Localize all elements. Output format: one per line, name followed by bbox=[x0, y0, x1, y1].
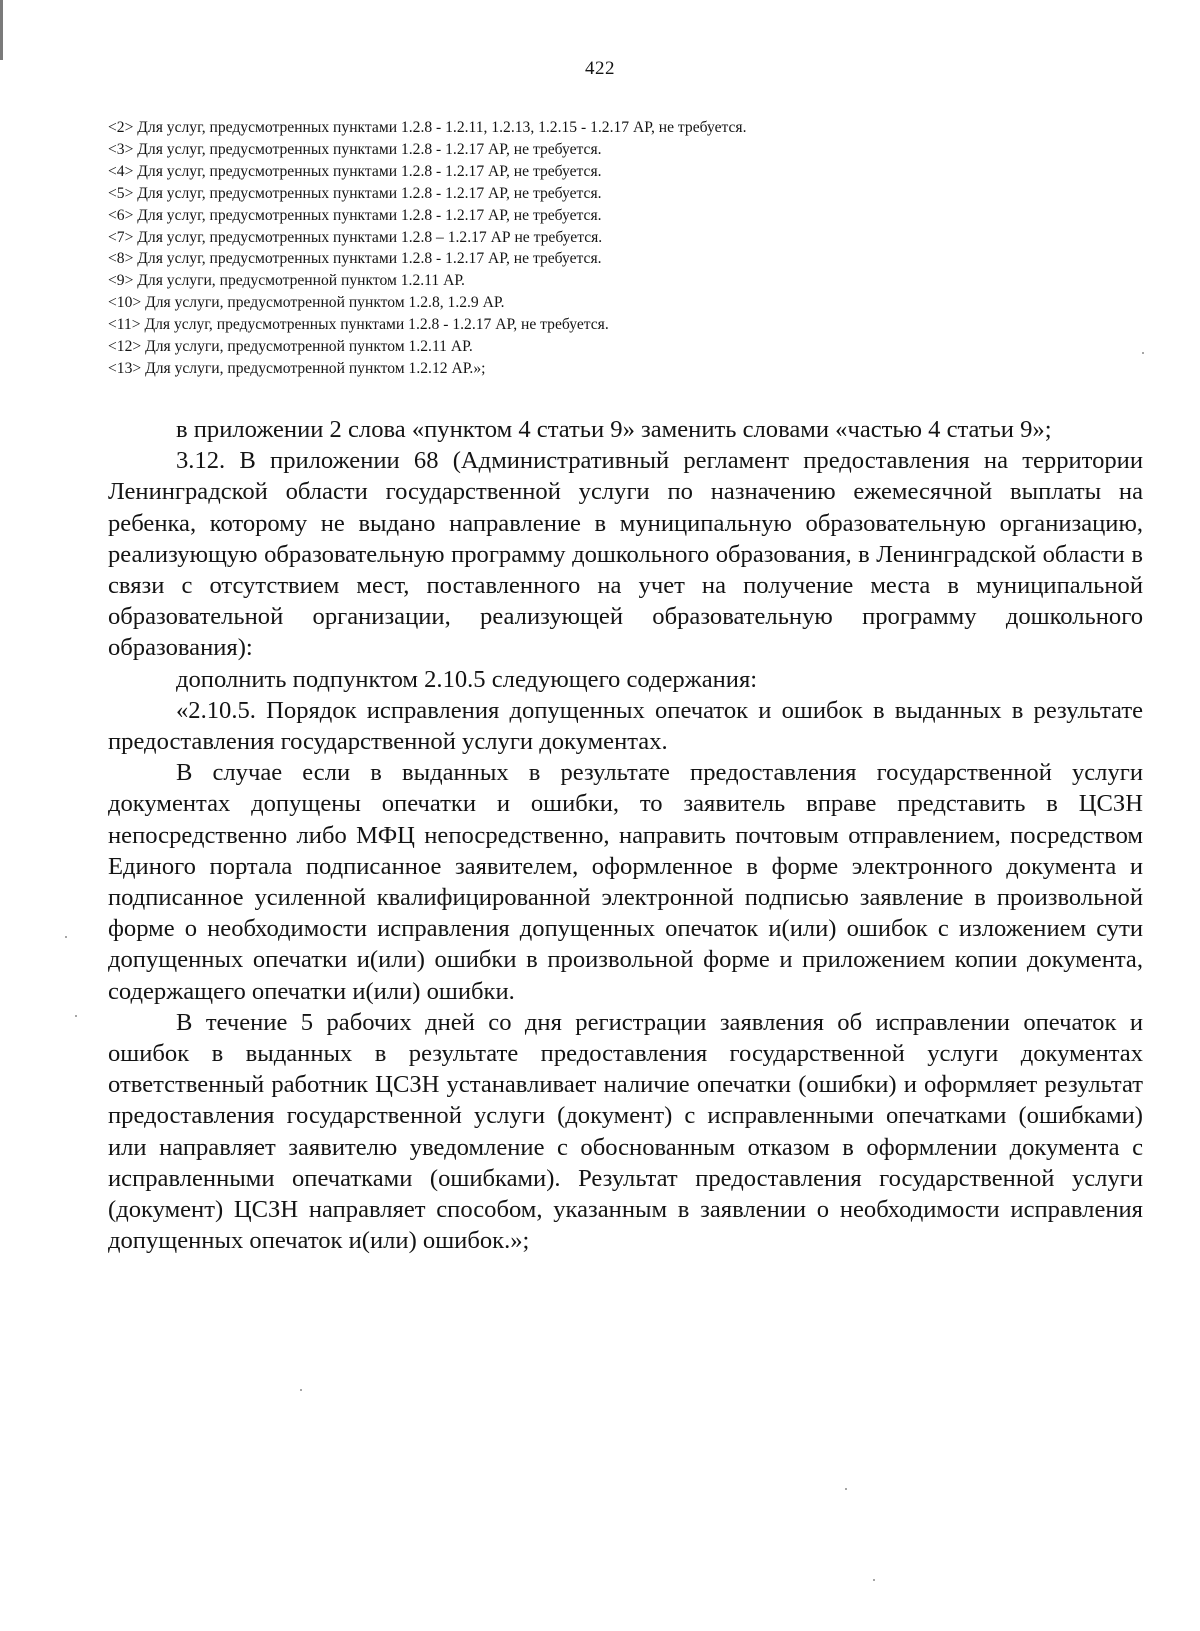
paragraph-appendix-2-amendment: в приложении 2 слова «пунктом 4 статьи 9» заменить словами «частью 4 статьи 9»; bbox=[176, 416, 1052, 443]
scan-speck bbox=[845, 1488, 847, 1490]
footnote: <12> Для услуги, предусмотренной пунктом 1.2.11 АР. bbox=[108, 338, 473, 356]
footnote: <9> Для услуги, предусмотренной пунктом 1.2.11 АР. bbox=[108, 272, 465, 290]
footnote: <5> Для услуг, предусмотренных пунктами 1.2.8 - 1.2.17 АР, не требуется. bbox=[108, 184, 602, 202]
footnote: <8> Для услуг, предусмотренных пунктами 1.2.8 - 1.2.17 АР, не требуется. bbox=[108, 250, 602, 268]
scan-speck bbox=[873, 1579, 875, 1581]
body-text bbox=[108, 414, 1143, 1256]
footnote: <7> Для услуг, предусмотренных пунктами 1.2.8 – 1.2.17 АР не требуется. bbox=[108, 228, 603, 246]
footnote: <10> Для услуги, предусмотренной пунктом 1.2.8, 1.2.9 АР. bbox=[108, 294, 505, 312]
paragraph-errors-case: В случае если в выданных в результате предоставления государственной услуги документах допущены опечатки и ошибки, то заявитель вправе представить в ЦСЗН непосредственно либо МФЦ непосредственно, направить почтовым отправлением, посредством Единого портала подписанное заявителем, оформленное в форме электронного документа и подписанное усиленной квалифицированной электронной подписью заявление в произвольной форме о необходимости исправления допущенных опечаток и(или) ошибок с изложением сути допущенных опечатки и(или) ошибки в произвольной форме и приложением копии документа, содержащего опечатки и(или) ошибки. bbox=[108, 759, 1143, 1005]
scan-edge-mark bbox=[0, 0, 3, 60]
page-number: 422 bbox=[585, 58, 615, 79]
paragraph-2-10-5-heading: «2.10.5. Порядок исправления допущенных опечаток и ошибок в выданных в результате предоставления государственной услуги документах. bbox=[108, 696, 1143, 756]
scan-speck bbox=[1142, 352, 1144, 354]
scan-speck bbox=[75, 1015, 77, 1017]
footnotes-block bbox=[108, 117, 1008, 380]
footnote: <11> Для услуг, предусмотренных пунктами 1.2.8 - 1.2.17 АР, не требуется. bbox=[108, 316, 609, 334]
paragraph-five-days: В течение 5 рабочих дней со дня регистрации заявления об исправлении опечаток и ошибок в выданных в результате предоставления государственной услуги документах ответственный работник ЦСЗН устанавливает наличие опечатки (ошибки) и оформляет результат предоставления государственной услуги (документ) с исправленными опечатками (ошибками) или направляет заявителю уведомление с обоснованным отказом в оформлении документа с исправленными опечатками (ошибками). Результат предоставления государственной услуги (документ) ЦСЗН направляет способом, указанным в заявлении о необходимости исправления допущенных опечаток и(или) ошибок.»; bbox=[108, 1008, 1143, 1255]
footnote: <4> Для услуг, предусмотренных пунктами 1.2.8 - 1.2.17 АР, не требуется. bbox=[108, 162, 602, 180]
footnote: <13> Для услуги, предусмотренной пунктом 1.2.12 АР.»; bbox=[108, 359, 486, 377]
footnote: <3> Для услуг, предусмотренных пунктами 1.2.8 - 1.2.17 АР, не требуется. bbox=[108, 140, 602, 158]
paragraph-add-subclause: дополнить подпунктом 2.10.5 следующего содержания: bbox=[176, 665, 758, 693]
scan-speck bbox=[65, 936, 67, 938]
footnote: <2> Для услуг, предусмотренных пунктами 1.2.8 - 1.2.11, 1.2.13, 1.2.15 - 1.2.17 АР, не требуется. bbox=[108, 119, 747, 136]
paragraph-3-12: 3.12. В приложении 68 (Административный регламент предоставления на территории Ленинградской области государственной услуги по назначению ежемесячной выплаты на ребенка, которому не выдано направление в муниципальную образовательную организацию, реализующую образовательную программу дошкольного образования, в Ленинградской области в связи с отсутствием мест, поставленного на учет на получение места в муниципальной образовательной организации, реализующей образовательную программу дошкольного образования): bbox=[108, 447, 1143, 662]
scan-speck bbox=[300, 1389, 302, 1391]
footnote: <6> Для услуг, предусмотренных пунктами 1.2.8 - 1.2.17 АР, не требуется. bbox=[108, 206, 602, 224]
